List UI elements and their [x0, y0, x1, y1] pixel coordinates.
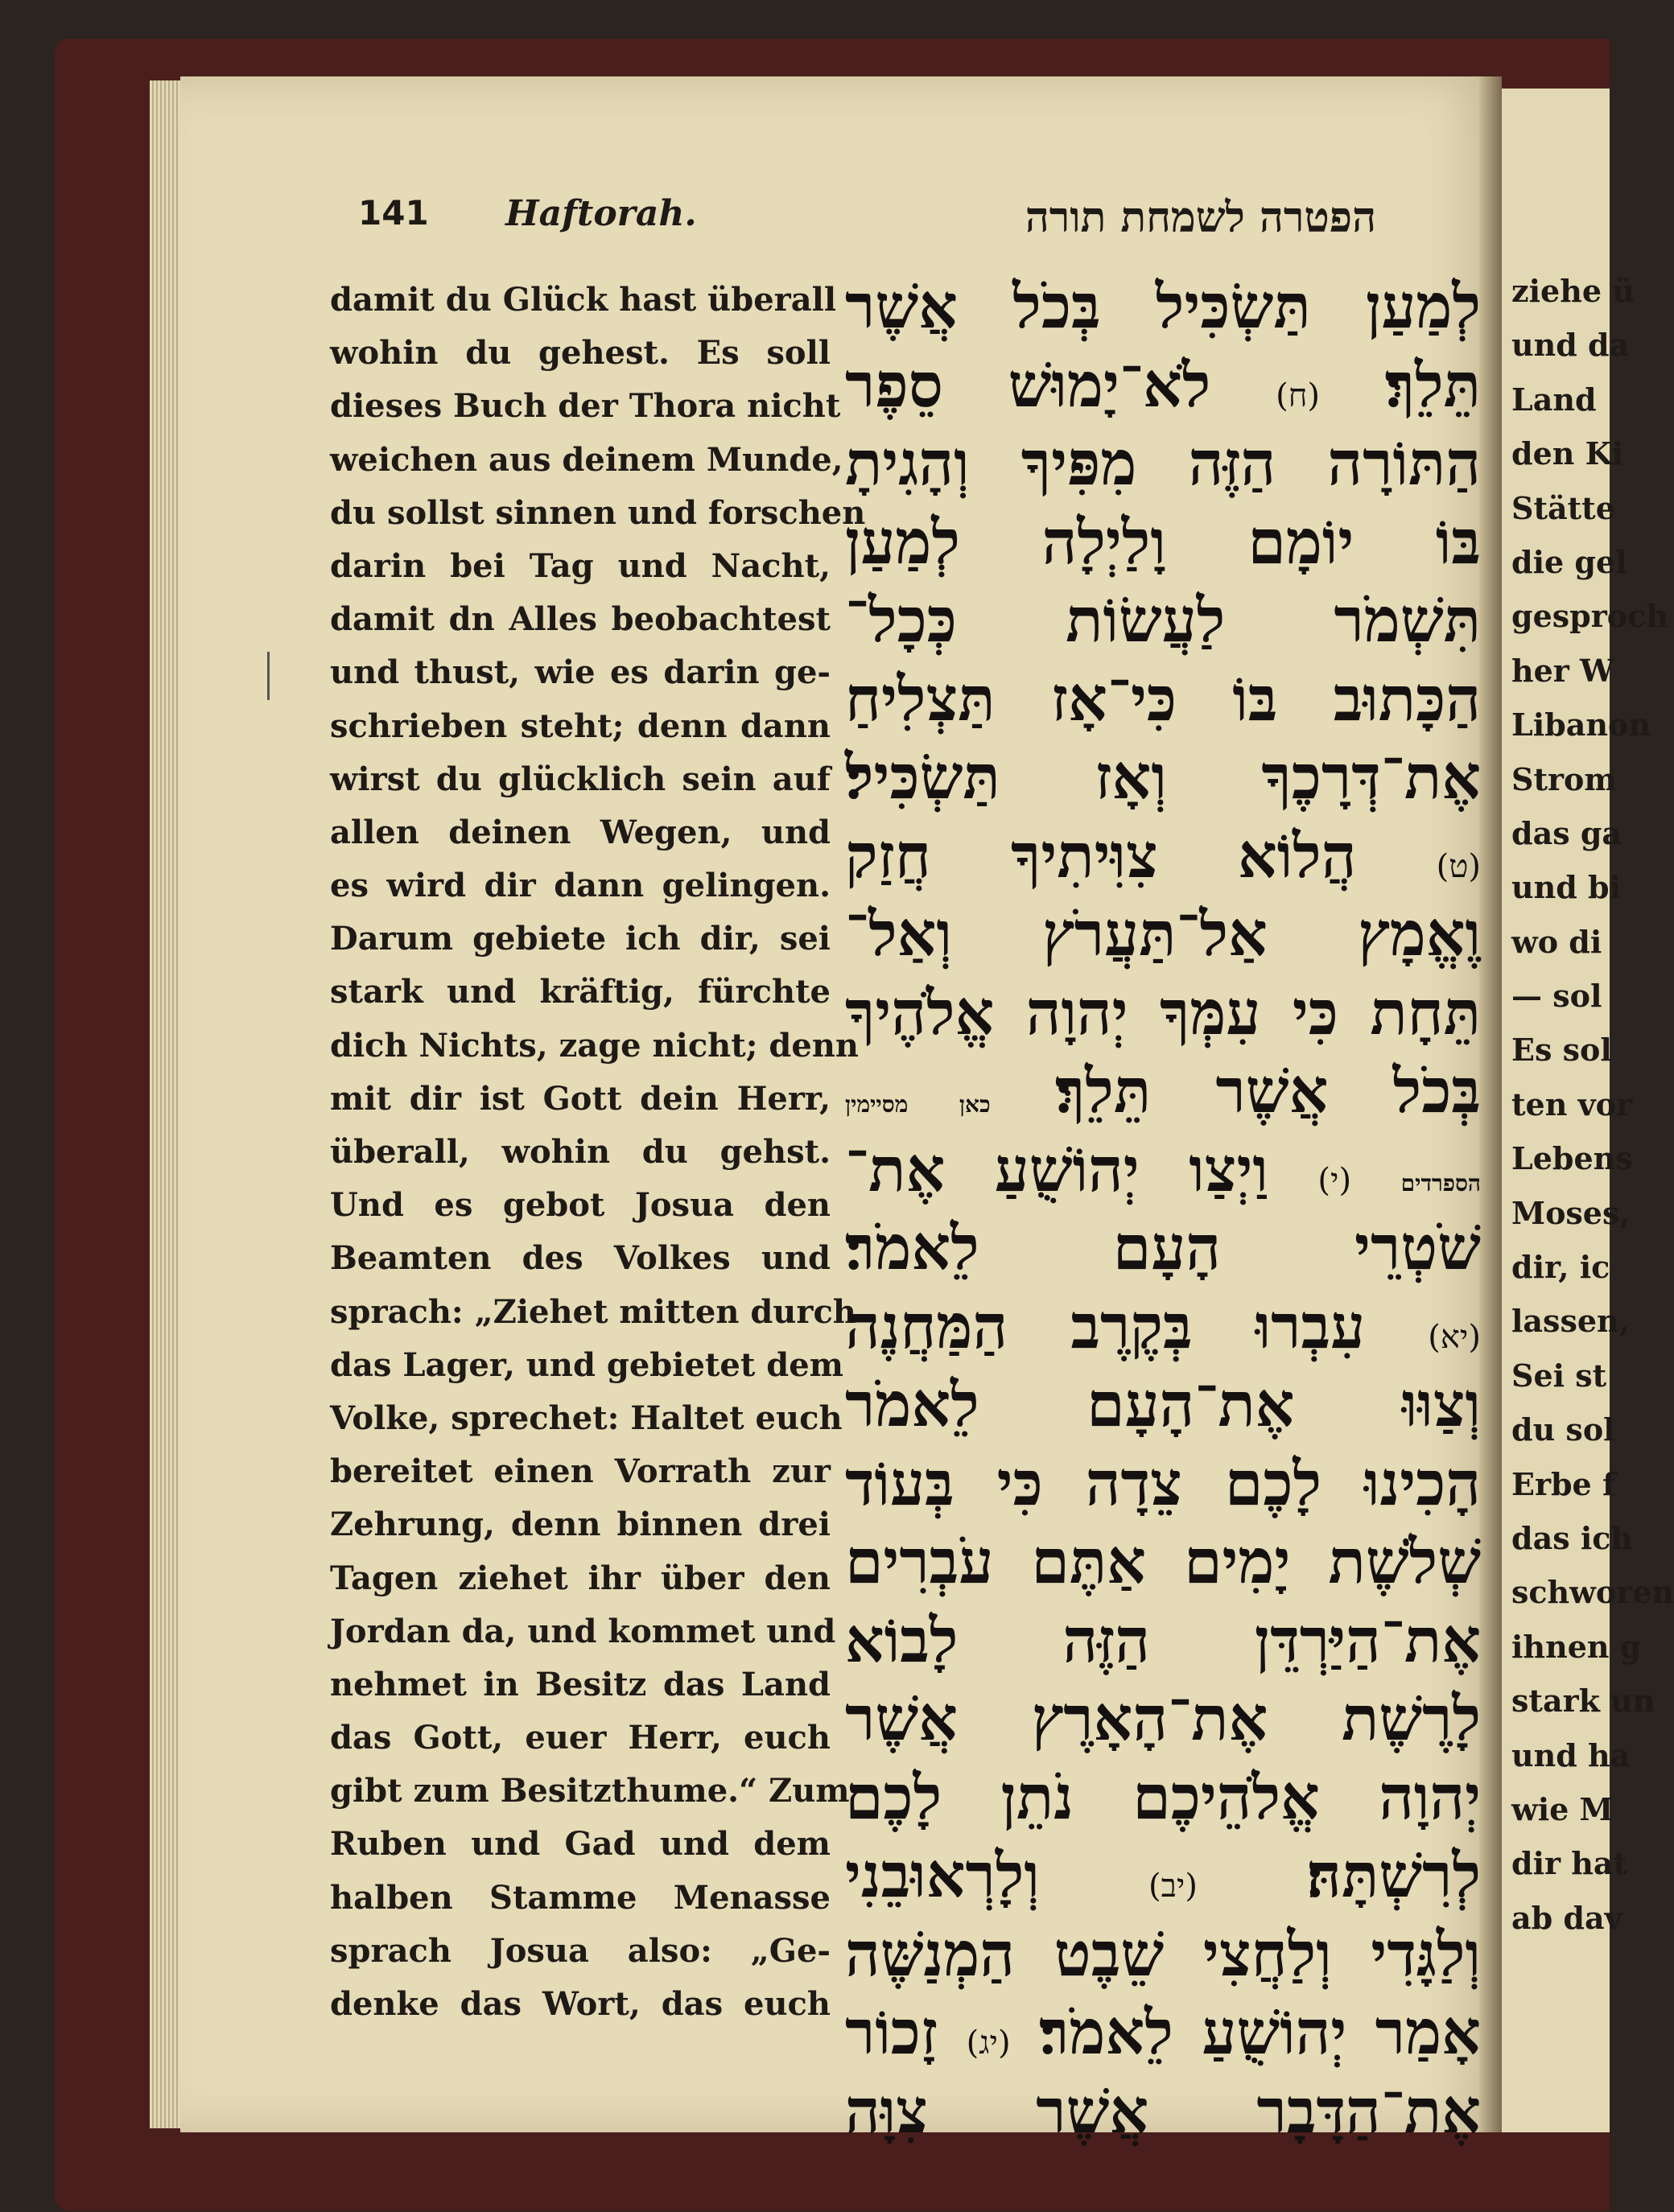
next-page-line: die gel — [1511, 543, 1627, 580]
hebrew-text: לְרִשְׁתָּהּ׃ — [1306, 1839, 1481, 1911]
german-line: bereitet einen Vorrath zur — [330, 1452, 831, 1491]
hebrew-text: בְּכֹל אֲשֶׁר תֵּלֵךְ׃ — [1054, 1055, 1481, 1127]
hebrew-text: אָמַר יְהוֹשֻׁעַ לֵאמֹר׃ — [1039, 1996, 1481, 2068]
right-page-text — [1502, 264, 1674, 1945]
german-line: mit dir ist Gott dein Herr, — [330, 1079, 831, 1118]
german-line: es wird dir dann gelingen. — [330, 867, 831, 905]
hebrew-text: וַיְצַו יְהוֹשֻׁעַ אֶת־ — [845, 1133, 1268, 1205]
next-page-line: und bi — [1511, 869, 1622, 906]
verse-number: (ט) — [1436, 847, 1481, 885]
hebrew-line — [845, 1052, 1481, 1131]
next-page-line: dir hat — [1511, 1845, 1628, 1882]
german-line: wirst du glücklich sein auf — [330, 760, 831, 798]
german-line: Jordan da, und kommet und — [330, 1612, 836, 1650]
next-page-line: wie M — [1511, 1790, 1614, 1827]
next-page-line: schworen — [1511, 1574, 1674, 1611]
german-translation-column — [330, 274, 866, 2031]
verse-number: (יב) — [1148, 1868, 1198, 1905]
hebrew-text: תִּשְׁמֹר לַעֲשׂוֹת כְּכָל־ — [845, 584, 1481, 656]
hebrew-line — [845, 1993, 1481, 2072]
hebrew-line — [845, 581, 1481, 660]
hebrew-text: הַכָּתוּב בּוֹ כִּי־אָז תַּצְלִיחַ — [845, 662, 1481, 735]
hebrew-line — [845, 2072, 1481, 2151]
german-line: schrieben steht; denn dann — [330, 706, 831, 745]
next-page-line: du sol — [1511, 1411, 1615, 1448]
next-page-line: her W — [1511, 652, 1614, 689]
next-page-line: Libanon — [1511, 706, 1651, 744]
german-line: dich Nichts, zage nicht; denn — [330, 1026, 860, 1065]
hebrew-text: תֵּחָת כִּי עִמְּךָ יְהוָה אֱלֹהֶיךָ — [845, 976, 1481, 1048]
german-line: Ruben und Gad und dem — [330, 1825, 831, 1864]
hebrew-text: בּוֹ יוֹמָם וָלַיְלָה לְמַעַן — [845, 505, 1481, 578]
german-line: Beamten des Volkes und — [330, 1239, 831, 1278]
hebrew-line — [845, 1601, 1481, 1680]
hebrew-line — [845, 1366, 1481, 1444]
hebrew-text-column — [845, 267, 1481, 2150]
hebrew-line — [845, 503, 1481, 582]
hebrew-title: הפטרה לשמחת תורה — [1025, 193, 1376, 242]
hebrew-line — [845, 738, 1481, 817]
german-line: du sollst sinnen und forschen — [330, 493, 866, 532]
verse-number: (י) — [1317, 1161, 1352, 1199]
german-line: stark und kräftig, fürchte — [330, 973, 831, 1011]
hebrew-line — [845, 817, 1481, 896]
next-page-line: Moses, — [1511, 1194, 1631, 1231]
next-page-line: Erbe f — [1511, 1465, 1616, 1502]
german-line: darin bei Tag und Nacht, — [330, 546, 831, 585]
hebrew-text: הַתּוֹרָה הַזֶּה מִפִּיךָ וְהָגִיתָ — [845, 427, 1481, 499]
hebrew-line — [845, 974, 1481, 1052]
next-page-line: stark un — [1511, 1683, 1655, 1720]
hebrew-text: הָכִינוּ לָכֶם צֵדָה כִּי בְּעוֹד — [845, 1447, 1481, 1519]
hebrew-line — [845, 346, 1481, 425]
german-line: dieses Buch der Thora nicht — [330, 387, 841, 426]
german-line: Zehrung, denn binnen drei — [330, 1506, 831, 1544]
german-line: überall, wohin du gehst. — [330, 1133, 831, 1171]
hebrew-line — [845, 895, 1481, 974]
book-gutter — [1479, 76, 1502, 2132]
next-page-line: Strom — [1511, 760, 1617, 797]
hebrew-text: אֶת־דְּרָכֶךָ וְאָז תַּשְׂכִּיל׃ — [845, 741, 1481, 813]
german-line: damit dn Alles beobachtest — [330, 600, 831, 639]
hebrew-line — [845, 1679, 1481, 1758]
german-line: sprach Josua also: „Ge- — [330, 1931, 831, 1970]
verse-number: (יג) — [966, 2025, 1011, 2062]
verse-number: (יא) — [1428, 1318, 1481, 1356]
hebrew-text: שְׁלֹשֶׁת יָמִים אַתֶּם עֹבְרִים — [845, 1526, 1481, 1597]
hebrew-text: וְלָרְאוּבֵנִי — [845, 1839, 1040, 1911]
hebrew-line — [845, 1836, 1481, 1915]
next-page-line: lassen, — [1511, 1303, 1630, 1340]
hebrew-text: תֵּלֵךְ׃ — [1384, 348, 1481, 421]
verse-number: (ח) — [1276, 377, 1320, 414]
hebrew-line — [845, 1131, 1481, 1209]
german-line: allen deinen Wegen, und — [330, 813, 831, 851]
german-line: denke das Wort, das euch — [330, 1985, 831, 2023]
margin-mark — [267, 652, 270, 700]
next-page-line: Land — [1511, 381, 1597, 418]
next-page-line: ihnen g — [1511, 1628, 1642, 1665]
hebrew-text: אֶת־הַיַּרְדֵּן הַזֶּה לָבוֹא — [845, 1604, 1481, 1676]
next-page-line: gesproch — [1511, 598, 1668, 635]
hebrew-text: וְלַגָּדִי וְלַחֲצִי שֵׁבֶט הַמְנַשֶּׁה — [845, 1917, 1481, 1990]
hebrew-line — [845, 1915, 1481, 1994]
german-line: nehmet in Besitz das Land — [330, 1665, 831, 1703]
next-page-line: und da — [1511, 327, 1630, 364]
next-page-line: den Ki — [1511, 435, 1624, 472]
hebrew-text: שֹׁטְרֵי הָעָם לֵאמֹר׃ — [845, 1212, 1481, 1283]
hebrew-line — [845, 1444, 1481, 1523]
german-line: halben Stamme Menasse — [330, 1878, 831, 1917]
hebrew-line — [845, 267, 1481, 346]
german-line: wohin du gehest. Es soll — [330, 334, 831, 373]
hebrew-line — [845, 1522, 1481, 1601]
right-page-edge — [1502, 89, 1674, 2132]
next-page-line: Stätte — [1511, 489, 1615, 526]
hebrew-line — [845, 1209, 1481, 1287]
hebrew-line — [845, 660, 1481, 739]
next-page-line: ten vor — [1511, 1085, 1633, 1122]
hebrew-line — [845, 424, 1481, 503]
next-page-line: ziehe ü — [1511, 273, 1635, 309]
german-line: Tagen ziehet ihr über den — [330, 1559, 831, 1597]
german-line: Darum gebiete ich dir, sei — [330, 920, 831, 958]
german-line: gibt zum Besitzthume.“ Zum — [330, 1772, 850, 1810]
marginal-note: כאן מסיימין — [845, 1091, 991, 1118]
hebrew-text: וְצַוּוּ אֶת־הָעָם לֵאמֹר — [845, 1369, 1481, 1440]
next-page-line: ab dav — [1511, 1899, 1622, 1936]
next-page-line: Lebens — [1511, 1140, 1633, 1177]
german-line: damit du Glück hast überall — [330, 281, 837, 319]
next-page-line: Sei st — [1511, 1357, 1607, 1394]
next-page-line: das ich — [1511, 1519, 1634, 1556]
next-page-line: — sol — [1511, 978, 1602, 1015]
next-page-line: Es sol — [1511, 1032, 1612, 1069]
german-line: Volke, sprechet: Haltet euch — [330, 1398, 843, 1437]
hebrew-text: לְמַעַן תַּשְׂכִּיל בְּכֹל אֲשֶׁר — [845, 270, 1481, 342]
german-line: weichen aus deinem Munde, — [330, 440, 843, 479]
german-line: und thust, wie es darin ge- — [330, 653, 831, 692]
hebrew-text: יְהוָה אֱלֹהֵיכֶם נֹתֵן לָכֶם — [845, 1761, 1481, 1833]
marginal-note: הספרדים — [1400, 1169, 1481, 1197]
hebrew-text: עִבְרוּ בְּקֶרֶב הַמַּחֲנֶה — [845, 1290, 1366, 1362]
hebrew-text: וֶאֱמָץ אַל־תַּעֲרֹץ וְאַל־ — [845, 898, 1481, 970]
hebrew-line — [845, 1758, 1481, 1837]
hebrew-text: אֶת־הַדָּבָר אֲשֶׁר צִוָּה — [845, 2074, 1481, 2147]
hebrew-line — [845, 1287, 1481, 1366]
running-title: Haftorah. — [505, 193, 697, 234]
hebrew-text: לָרֶשֶׁת אֶת־הָאָרֶץ אֲשֶׁר — [845, 1683, 1481, 1754]
german-line: Und es gebot Josua den — [330, 1186, 831, 1225]
next-page-line: dir, ic — [1511, 1249, 1610, 1286]
hebrew-text: לֹא־יָמוּשׁ סֵפֶר — [845, 348, 1211, 421]
hebrew-text: זָכוֹר — [845, 1996, 938, 2068]
page-number: 141 — [358, 193, 429, 233]
german-line: das Gott, euer Herr, euch — [330, 1719, 831, 1757]
german-line: sprach: „Ziehet mitten durch — [330, 1292, 856, 1331]
next-page-line: und ha — [1511, 1736, 1631, 1773]
hebrew-text: הֲלוֹא צִוִּיתִיךָ חֲזַק — [845, 819, 1357, 892]
next-page-line: das ga — [1511, 814, 1622, 851]
next-page-line: wo di — [1511, 923, 1602, 960]
german-line: das Lager, und gebietet dem — [330, 1345, 843, 1384]
